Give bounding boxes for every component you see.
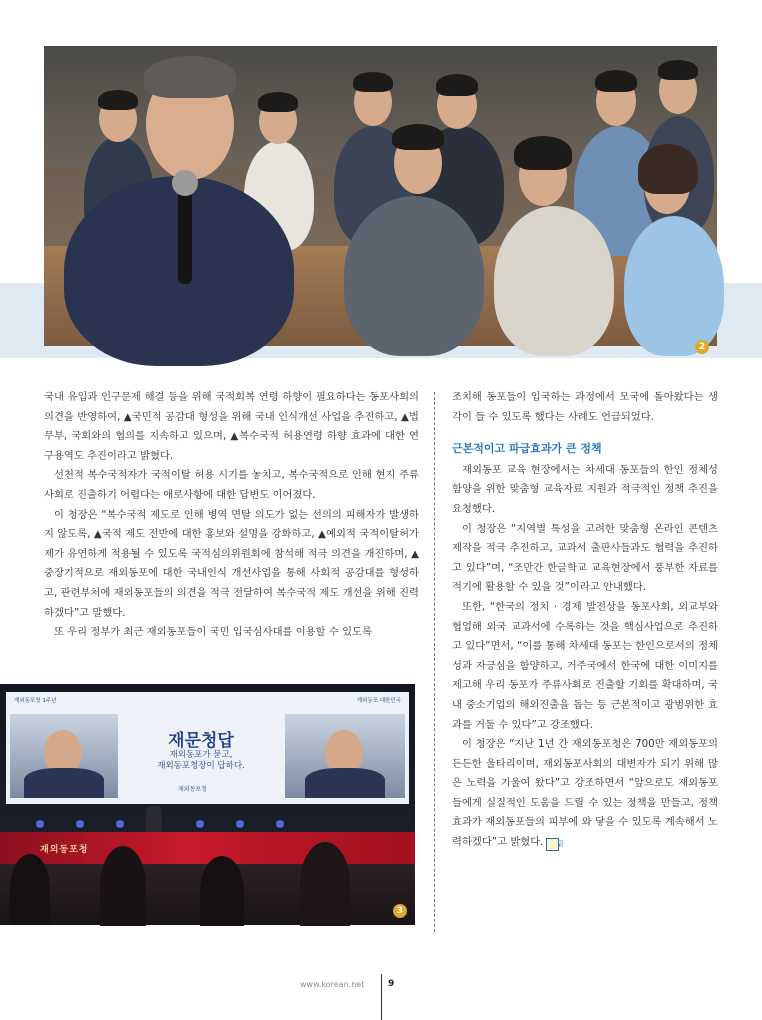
front-hair [392,124,444,150]
screen-header-left: 재외동포청 1주년 [14,698,57,704]
front-hair [514,136,572,170]
stage-banner-text: 재외동포청 [40,845,89,855]
audience-hair [595,70,637,92]
paragraph: 또한, “한국의 정치 · 경제 발전상을 동포사회, 외교부와 협업해 외국 교과서에 수록하는 것을 핵심사업으로 추진하고 있다”면서, “이를 통해 차세대 동포는 한인으로서의 정체성과 자긍심을 함양하고, 거주국에서 한국에 대한 이미지를 제고해 우리 동포가 주류사회로 진출할 기회를 확대하며, 국내 중소기업의 해외진출을 돕는 등 근본적이고 광범위한 효과를 거둘 수 있다”고 강조했다. [452,600,718,731]
audience-silhouette [200,856,244,926]
screen-header-right: 재외동포 대한민국 [356,698,401,704]
audience-hair [98,90,138,110]
screen-video-right [285,714,405,798]
audience-hair [258,92,298,112]
audience-hair [658,60,698,80]
footer-website: www.korean.net [300,980,365,989]
paragraph: 또 우리 정부가 최근 재외동포들이 국민 입국심사대를 이용할 수 있도록 [54,626,372,639]
screen-subtitle [126,750,276,772]
front-hair [638,144,698,194]
photo-speaker-seminar [44,46,717,352]
photo-stage-event [0,684,415,925]
screen-video-left [10,714,118,798]
photo-number-badge: 3 [393,904,407,918]
paragraph: 이 청장은 “복수국적 제도로 인해 병역 면탈 의도가 없는 선의의 피해자가 발생하지 않도록, ▲국적 제도 전반에 대한 홍보와 설명을 강화하고, ▲예외적 국적이탈허가제가 유연하게 적용될 수 있도록 국적심의위원회에 참석해 적극 의견을 개진하며, ▲중장기적으로 재외동포에 대한 국내인식 개선사업을 통해 사회적 공감대를 형성하고, 관련부처에 재외동포들의 의견을 적극 전달하여 복수국적 제도 개선을 위해 진력하겠다”고 말했다. [44,508,419,619]
audience-silhouettes [0,864,415,925]
audience-hair [353,72,393,92]
front-figure-woman [494,206,614,356]
front-figure-woman-right [624,216,724,356]
stage-screen [6,692,409,804]
left-text-column [44,388,419,643]
paragraph: 국내 유입과 인구문제 해결 등을 위해 국적회복 연령 하향이 필요하다는 동포사회의 의견을 반영하여, ▲국민적 공감대 형성을 위해 국내 인식개선 사업을 추진하고, ▲법무부, 국회와의 협의를 지속하고 있으며, ▲복수국적 허용연령 하향 효과에 대한 연구용역도 추진이라고 밝혔다. [44,391,419,462]
video-person-suit [305,768,385,798]
right-text-column [452,388,718,853]
paragraph: 재외동포 교육 현장에서는 차세대 동포들의 한인 정체성 함양을 위한 맞춤형 교육자료 지원과 적극적인 정책 추진을 요청했다. [452,463,718,515]
microphone-head-icon [172,170,198,196]
stage-light-row [20,817,400,831]
screen-subtitle-line: 재외동포청장이 답하다. [157,761,245,771]
section-subheading: 근본적이고 파급효과가 큰 정책 [452,442,602,456]
audience-silhouette [10,854,50,924]
screen-title: 재문청답 [168,731,234,751]
front-figure-suit [344,196,484,356]
footer-divider [381,974,382,1020]
screen-subtitle-line: 재외동포가 묻고, [169,750,233,760]
paragraph: 선천적 복수국적자가 국적이탈 허용 시기를 놓치고, 복수국적으로 인해 현지 주류사회로 진출하기 어렵다는 애로사항에 대한 답변도 이어졌다. [44,469,419,501]
audience-hair [436,74,478,96]
audience-silhouette [100,846,146,926]
paragraph-text: 이 청장은 “지난 1년 간 재외동포청은 700만 재외동포의 든든한 울타리이며, 재외동포사회의 대변자가 되기 위해 많은 노력을 기울여 왔다”고 강조하면서 “앞으로도 재외동포들에게 실질적인 도움을 드릴 수 있는 정책을 만들고, 정책 효과가 재외동포들의 피부에 와 닿을 수 있도록 계속해서 노력하겠다”고 밝혔다. [452,738,718,849]
page-number: 9 [388,979,395,989]
photo-number-badge: 2 [695,340,709,354]
paragraph [452,735,718,853]
paragraph: 이 청장은 “지역별 특성을 고려한 맞춤형 온라인 콘텐츠 제작을 적극 추진하고, 교과서 출판사들과도 협력을 추진하고 있다”며, “조만간 한글학교 교육현장에서 풍부한 자료를 적기에 활용할 수 있을 것”이라고 안내했다. [452,522,718,594]
screen-logo: 재외동포청 [178,786,207,793]
video-person-suit [24,768,104,798]
end-mark-icon: 끝 [546,838,559,851]
paragraph: 조치해 동포들이 입국하는 과정에서 모국에 돌아왔다는 생각이 들 수 있도록 했다는 사례도 언급되었다. [452,391,718,423]
stage-lights [20,816,400,830]
column-divider [434,392,435,932]
speaker-hair [144,56,236,98]
audience-silhouette [300,842,350,926]
